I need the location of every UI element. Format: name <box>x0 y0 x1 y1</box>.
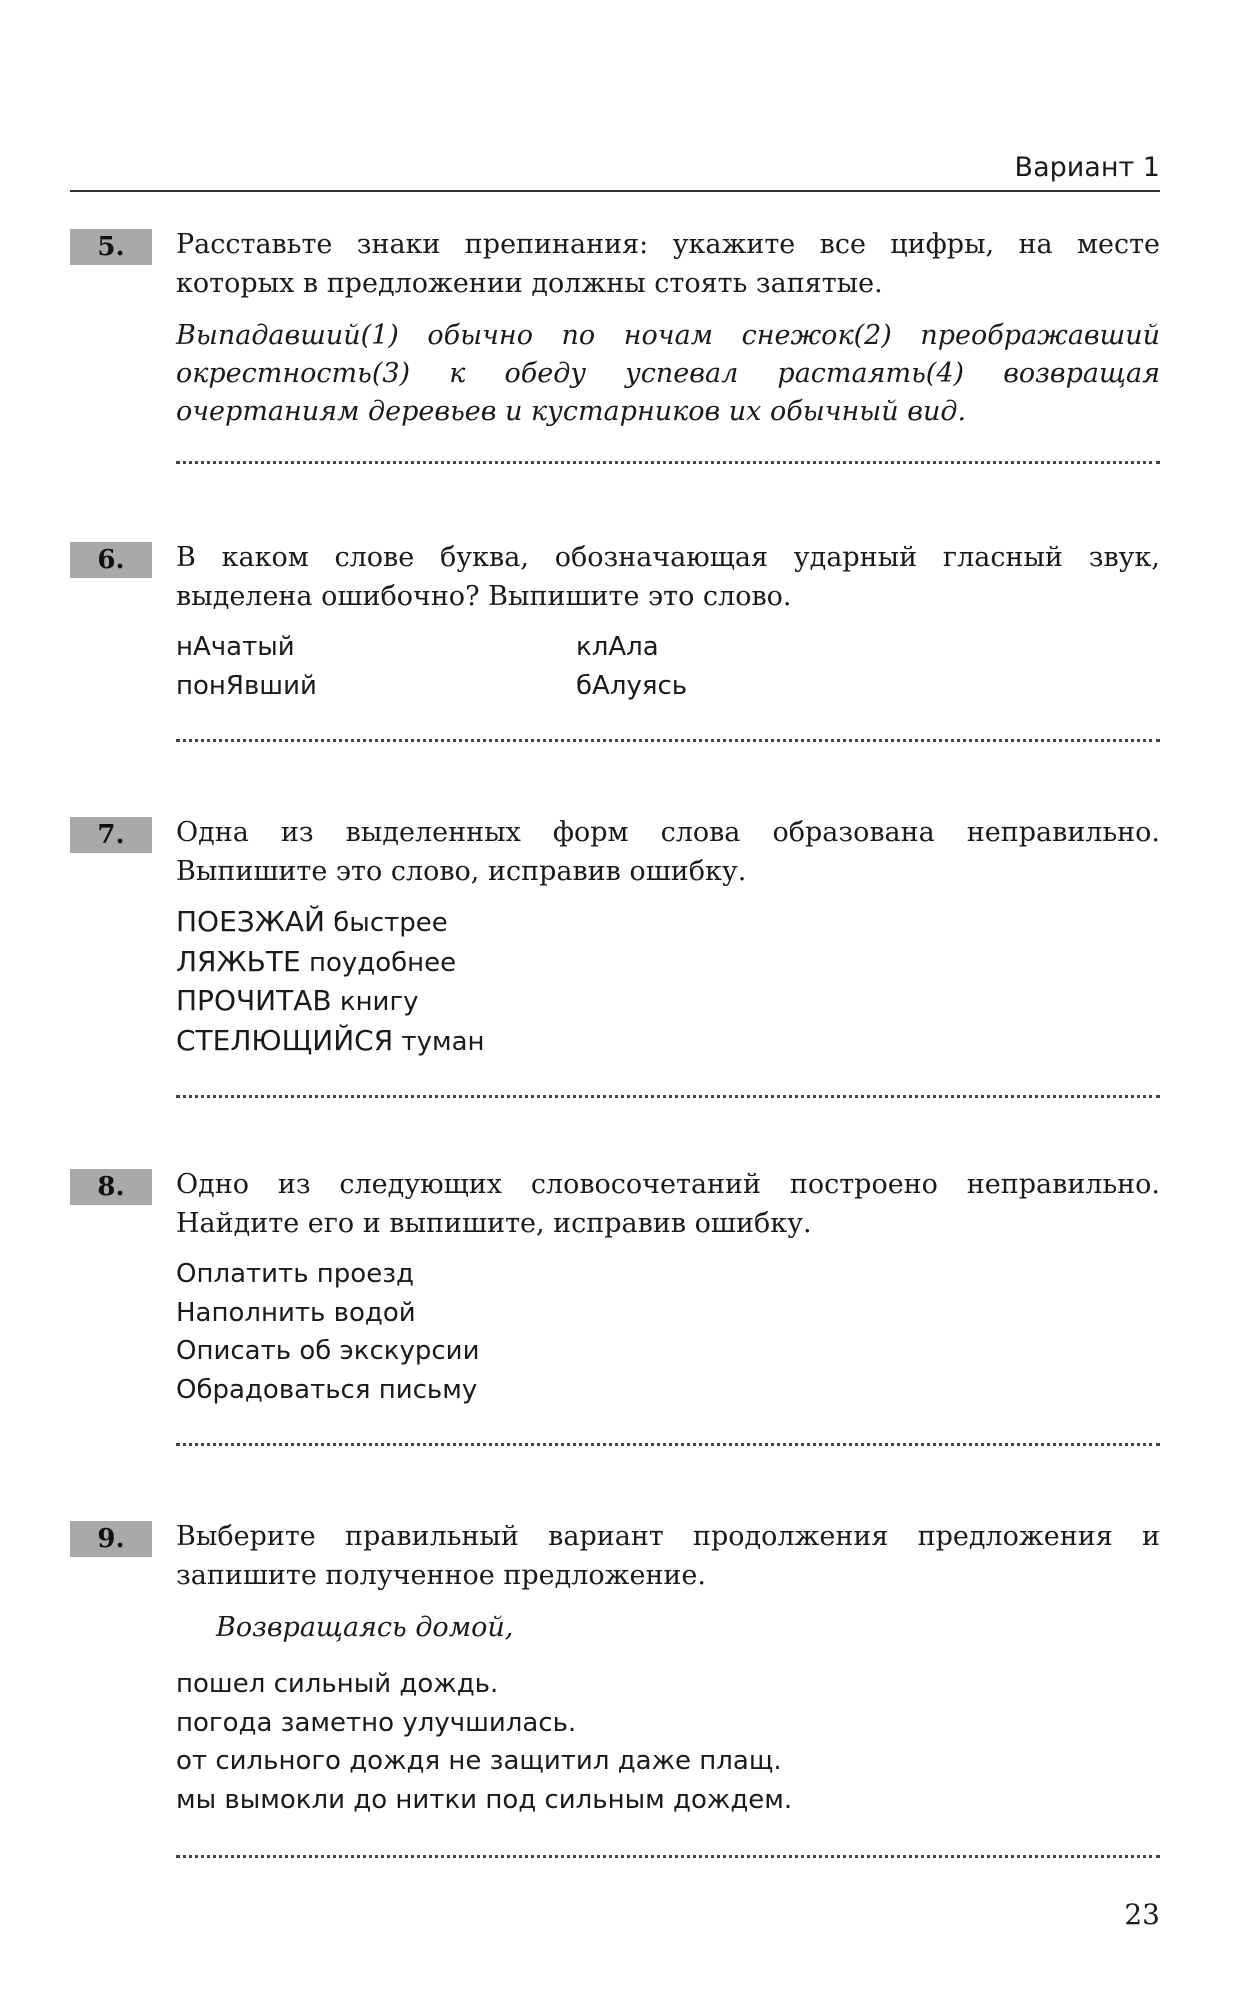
task-sentence: Выпадавший(1) обычно по ночам снежок(2) преображавший окрестность(3) к обеду успевал растаять(4) возвращая очертаниям деревьев и кустарников их обычный вид. <box>176 320 1160 427</box>
option-word: ЛЯЖЬТЕ <box>176 944 301 978</box>
task-prompt: Одно из следующих словосочетаний построено неправильно. Найдите его и выпишите, исправив ошибку. <box>176 1169 1160 1239</box>
option-word: ПОЕЗЖАЙ <box>176 905 325 938</box>
task-prompt: В каком слове буква, обозначающая ударный гласный звук, выделена ошибочно? Выпишите это слово. <box>176 542 1160 612</box>
option-item: бАлуясь <box>576 670 688 701</box>
option-list <box>176 903 1160 1061</box>
task-body <box>176 813 1160 1098</box>
page-number: 23 <box>1124 1898 1160 1931</box>
task-body <box>176 1517 1160 1858</box>
option-item <box>176 1022 1160 1062</box>
option-item: погода заметно улучшилась. <box>176 1707 577 1738</box>
option-item: от сильного дождя не защитил даже плащ. <box>176 1746 782 1776</box>
task-prompt: Выберите правильный вариант продолжения предложения и запишите полученное предложение. <box>176 1521 1160 1591</box>
task-sentence: Возвращаясь домой, <box>216 1612 514 1643</box>
task-number: 5. <box>70 229 152 265</box>
option-item: Наполнить водой <box>176 1297 416 1328</box>
answer-line[interactable] <box>176 1443 1160 1446</box>
answer-line[interactable] <box>176 1095 1160 1098</box>
option-item: пошел сильный дождь. <box>176 1669 499 1699</box>
header-divider <box>70 190 1160 192</box>
option-rest: туман <box>393 1026 485 1057</box>
answer-line[interactable] <box>176 739 1160 742</box>
option-rest: книгу <box>331 987 419 1017</box>
task-prompt: Расставьте знаки препинания: укажите все цифры, на месте которых в предложении должны стоять запятые. <box>176 229 1160 299</box>
option-rest: поудобнее <box>300 947 457 978</box>
option-item: понЯвший <box>176 670 317 701</box>
option-rest: быстрее <box>325 908 448 938</box>
option-item <box>176 982 1160 1022</box>
option-list <box>176 1255 1160 1409</box>
option-item: Оплатить проезд <box>176 1259 414 1289</box>
option-word: СТЕЛЮЩИЙСЯ <box>176 1023 394 1057</box>
option-list <box>176 1665 1160 1819</box>
answer-line[interactable] <box>176 1855 1160 1858</box>
task-number: 9. <box>70 1521 152 1557</box>
task-number: 7. <box>70 817 152 853</box>
option-item: Описать об экскурсии <box>176 1336 480 1366</box>
task-body <box>176 1165 1160 1446</box>
task-body <box>176 225 1160 464</box>
answer-line[interactable] <box>176 461 1160 464</box>
page-header-title: Вариант 1 <box>1014 152 1160 183</box>
task-prompt: Одна из выделенных форм слова образована неправильно. Выпишите это слово, исправив ошибку. <box>176 817 1160 887</box>
option-item: нАчатый <box>176 632 295 662</box>
option-item: клАла <box>576 632 659 662</box>
option-item: Обрадоваться письму <box>176 1374 478 1405</box>
option-item: мы вымокли до нитки под сильным дождем. <box>176 1784 793 1815</box>
task-number: 8. <box>70 1169 152 1205</box>
option-item <box>176 903 1160 943</box>
option-word: ПРОЧИТАВ <box>176 984 332 1017</box>
option-grid <box>176 628 1160 705</box>
option-item <box>176 943 1160 983</box>
task-body <box>176 538 1160 742</box>
task-number: 6. <box>70 542 152 578</box>
